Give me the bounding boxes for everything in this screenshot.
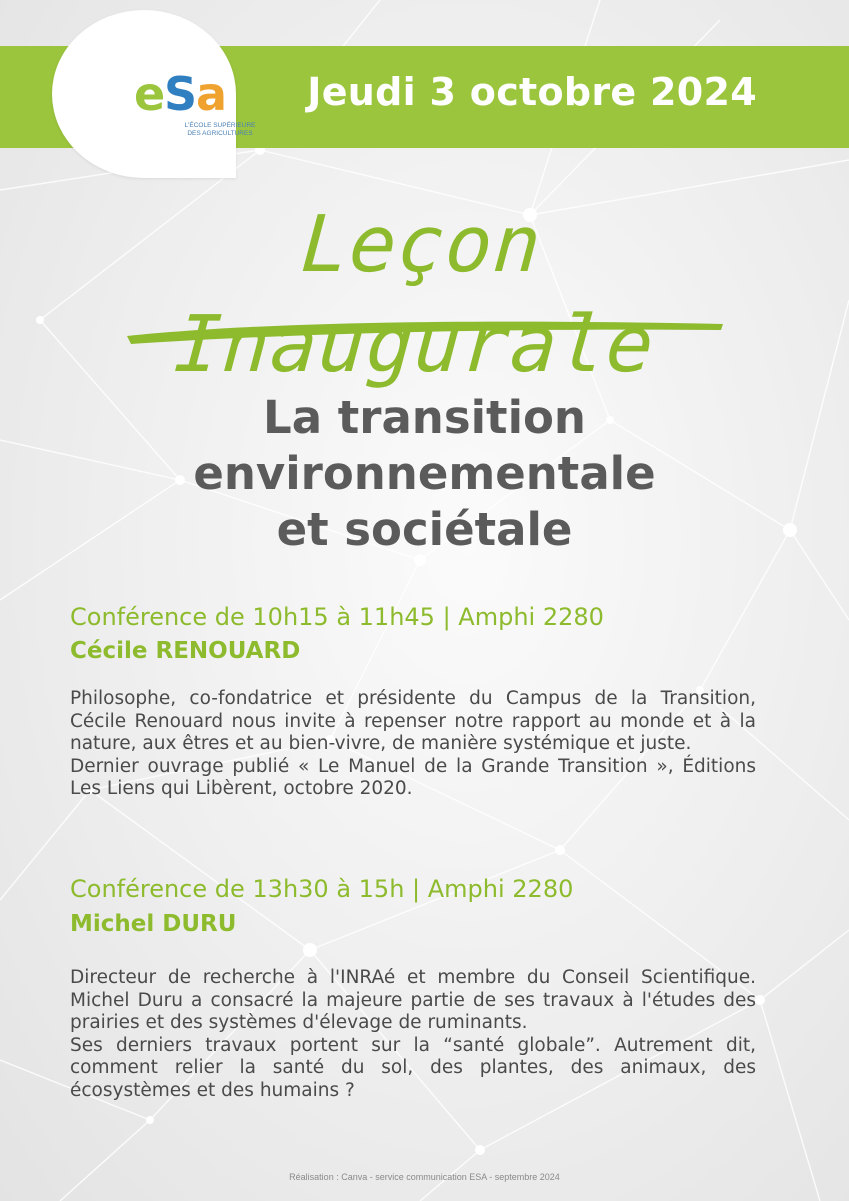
svg-text:S: S [164,70,198,120]
conference-2-bio-paragraph-2: Ses derniers travaux portent sur la “santé globale”. Autrement dit, comment relier la santé du sol, des plantes, des animaux, des écosystèmes et des humains ? [70,1034,756,1101]
conference-2-bio [70,967,756,1102]
conference-1-bio-paragraph-2: Dernier ouvrage publié « Le Manuel de la Grande Transition », Éditions Les Liens qui Libèrent, octobre 2020. [70,755,756,799]
conference-1-speaker: Cécile RENOUARD [70,638,301,664]
logo-tagline [160,122,280,138]
event-date: Jeudi 3 octobre 2024 [307,70,757,114]
conference-1-bio-paragraph-1: Philosophe, co-fondatrice et présidente du Campus de la Transition, Cécile Renouard nous invite à repenser notre rapport au monde et à la nature, aux êtres et au bien-vivre, de manière systémique et juste. [70,688,756,754]
esa-logo [52,10,256,178]
svg-text:e: e [134,70,166,120]
subtitle-line2: environnementale [193,447,656,500]
conference-2-bio-paragraph-1: Directeur de recherche à l'INRAé et membre du Conseil Scientifique. Michel Duru a consacré la majeure partie de ses travaux à l'études des prairies et des systèmes d'élevage de ruminants. [70,967,756,1033]
conference-1-heading: Conférence de 10h15 à 11h45 | Amphi 2280 [70,603,604,631]
svg-text:a: a [196,70,228,120]
subtitle [80,390,769,558]
logo-tagline-line1: L'ÉCOLE SUPÉRIEURE [184,122,256,129]
logo-tagline-line2: DES AGRICULTURES [187,130,253,137]
conference-2-heading: Conférence de 13h30 à 15h | Amphi 2280 [70,875,574,903]
footer-credit: Réalisation : Canva - service communication ESA - septembre 2024 [289,1172,560,1182]
conference-1-bio [70,688,756,801]
conference-2-speaker: Michel DURU [70,911,237,937]
subtitle-line3: et sociétale [276,503,573,556]
subtitle-line1: La transition [263,391,586,444]
page-title: Leçon Inaugurale [171,200,658,390]
title-underline [125,310,725,346]
esa-logo-mark [134,70,264,120]
